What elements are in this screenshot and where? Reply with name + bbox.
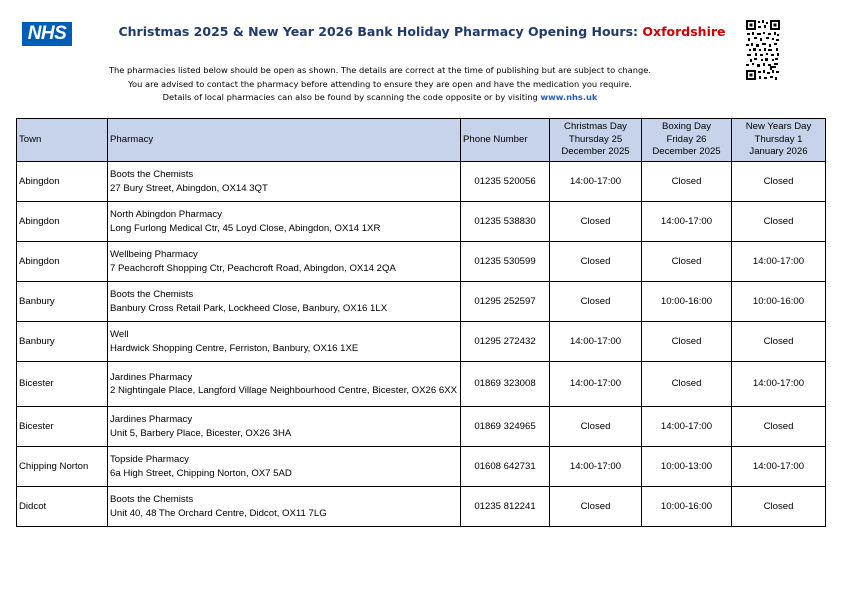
cell-pharmacy (108, 282, 461, 322)
cell-boxing-day: Closed (642, 242, 732, 282)
header-town: Town (17, 119, 108, 162)
cell-christmas-day: 14:00-17:00 (550, 447, 642, 487)
title-region: Oxfordshire (642, 24, 726, 39)
cell-boxing-day: 10:00-16:00 (642, 487, 732, 527)
table-row (17, 202, 826, 242)
cell-new-years-day: 14:00-17:00 (732, 242, 826, 282)
pharmacy-address: Hardwick Shopping Centre, Ferriston, Banbury, OX16 1XE (110, 342, 359, 354)
header-boxing-day-name: Boxing Day (661, 121, 712, 133)
table-row (17, 322, 826, 362)
cell-town: Abingdon (17, 202, 108, 242)
header-boxing-day-weekday: Friday 26 (666, 133, 707, 145)
cell-new-years-day: Closed (732, 487, 826, 527)
pharmacy-address: Unit 5, Barbery Place, Bicester, OX26 3HA (110, 427, 292, 439)
cell-pharmacy (108, 447, 461, 487)
cell-new-years-day: Closed (732, 202, 826, 242)
table-header-row (17, 119, 826, 162)
header-boxing-day (642, 119, 732, 162)
cell-christmas-day: 14:00-17:00 (550, 162, 642, 202)
table-row (17, 487, 826, 527)
pharmacy-name: Wellbeing Pharmacy (110, 249, 198, 260)
cell-christmas-day: 14:00-17:00 (550, 362, 642, 407)
notes-line-3-text: Details of local pharmacies can also be found by scanning the code opposite or by visiting (162, 92, 541, 102)
header-phone: Phone Number (461, 119, 550, 162)
notes-line-3 (60, 91, 700, 105)
cell-christmas-day: Closed (550, 282, 642, 322)
cell-phone: 01235 520056 (461, 162, 550, 202)
qr-code-icon (746, 20, 780, 80)
header-new-years-day (732, 119, 826, 162)
page-title (90, 24, 754, 39)
cell-town: Abingdon (17, 242, 108, 282)
header-christmas-day-weekday: Thursday 25 (568, 133, 623, 145)
cell-town: Bicester (17, 407, 108, 447)
header-new-years-day-name: New Years Day (745, 121, 812, 133)
pharmacy-address: Banbury Cross Retail Park, Lockheed Close, Banbury, OX16 1LX (110, 302, 388, 314)
notes-line-2: You are advised to contact the pharmacy before attending to ensure they are open and have the medication you require. (128, 78, 632, 89)
table-row (17, 362, 826, 407)
cell-christmas-day: Closed (550, 487, 642, 527)
table-row (17, 407, 826, 447)
cell-christmas-day: 14:00-17:00 (550, 322, 642, 362)
cell-town: Didcot (17, 487, 108, 527)
cell-pharmacy (108, 487, 461, 527)
cell-new-years-day: Closed (732, 407, 826, 447)
cell-new-years-day: Closed (732, 322, 826, 362)
pharmacy-name: Boots the Chemists (110, 494, 194, 505)
cell-town: Banbury (17, 282, 108, 322)
pharmacy-table (16, 118, 826, 527)
cell-boxing-day: 10:00-16:00 (642, 282, 732, 322)
cell-pharmacy (108, 407, 461, 447)
cell-phone: 01235 812241 (461, 487, 550, 527)
cell-boxing-day: 10:00-13:00 (642, 447, 732, 487)
cell-pharmacy (108, 242, 461, 282)
pharmacy-name: Boots the Chemists (110, 289, 194, 300)
cell-christmas-day: Closed (550, 242, 642, 282)
pharmacy-name: Jardines Pharmacy (110, 371, 193, 383)
pharmacy-name: Well (110, 329, 129, 340)
cell-boxing-day: Closed (642, 362, 732, 407)
cell-new-years-day: 10:00-16:00 (732, 282, 826, 322)
table-row (17, 162, 826, 202)
cell-christmas-day: Closed (550, 202, 642, 242)
cell-phone: 01235 530599 (461, 242, 550, 282)
pharmacy-name: Jardines Pharmacy (110, 414, 193, 425)
cell-pharmacy (108, 202, 461, 242)
cell-phone: 01869 323008 (461, 362, 550, 407)
cell-phone: 01295 272432 (461, 322, 550, 362)
cell-pharmacy (108, 162, 461, 202)
nhs-website-link[interactable]: www.nhs.uk (540, 92, 598, 102)
cell-boxing-day: Closed (642, 162, 732, 202)
cell-phone: 01235 538830 (461, 202, 550, 242)
cell-christmas-day: Closed (550, 407, 642, 447)
cell-pharmacy (108, 362, 461, 407)
cell-town: Bicester (17, 362, 108, 407)
cell-boxing-day: 14:00-17:00 (642, 407, 732, 447)
cell-boxing-day: 14:00-17:00 (642, 202, 732, 242)
cell-town: Chipping Norton (17, 447, 108, 487)
pharmacy-address: Unit 40, 48 The Orchard Centre, Didcot, OX11 7LG (110, 507, 327, 519)
cell-town: Abingdon (17, 162, 108, 202)
pharmacy-name: Boots the Chemists (110, 169, 194, 180)
table-row (17, 242, 826, 282)
cell-phone: 01869 324965 (461, 407, 550, 447)
cell-new-years-day: 14:00-17:00 (732, 447, 826, 487)
cell-pharmacy (108, 322, 461, 362)
cell-town: Banbury (17, 322, 108, 362)
pharmacy-address: 7 Peachcroft Shopping Ctr, Peachcroft Road, Abingdon, OX14 2QA (110, 262, 396, 274)
pharmacy-name: Topside Pharmacy (110, 454, 189, 465)
header-pharmacy: Pharmacy (108, 119, 461, 162)
cell-phone: 01608 642731 (461, 447, 550, 487)
notes-line-1: The pharmacies listed below should be open as shown. The details are correct at the time of publishing but are subject to change. (108, 65, 651, 75)
table-row (17, 282, 826, 322)
header-boxing-day-month: December 2025 (652, 146, 721, 158)
header-christmas-day-name: Christmas Day (564, 121, 627, 133)
title-text: Christmas 2025 & New Year 2026 Bank Holiday Pharmacy Opening Hours: (118, 24, 643, 39)
cell-phone: 01295 252597 (461, 282, 550, 322)
pharmacy-address: 27 Bury Street, Abingdon, OX14 3QT (110, 182, 268, 194)
pharmacy-address: 2 Nightingale Place, Langford Village Neighbourhood Centre, Bicester, OX26 6XX (110, 385, 458, 396)
header-new-years-day-weekday: Thursday 1 (754, 133, 803, 145)
nhs-logo: NHS (22, 22, 72, 46)
cell-new-years-day: Closed (732, 162, 826, 202)
cell-new-years-day: 14:00-17:00 (732, 362, 826, 407)
pharmacy-address: 6a High Street, Chipping Norton, OX7 5AD (110, 467, 292, 479)
pharmacy-address: Long Furlong Medical Ctr, 45 Loyd Close, Abingdon, OX14 1XR (110, 222, 381, 234)
pharmacy-name: North Abingdon Pharmacy (110, 209, 222, 220)
table-row (17, 447, 826, 487)
cell-boxing-day: Closed (642, 322, 732, 362)
header-christmas-day (550, 119, 642, 162)
notes (60, 64, 700, 105)
header-christmas-day-month: December 2025 (561, 146, 630, 158)
header-new-years-day-month: January 2026 (749, 146, 808, 158)
